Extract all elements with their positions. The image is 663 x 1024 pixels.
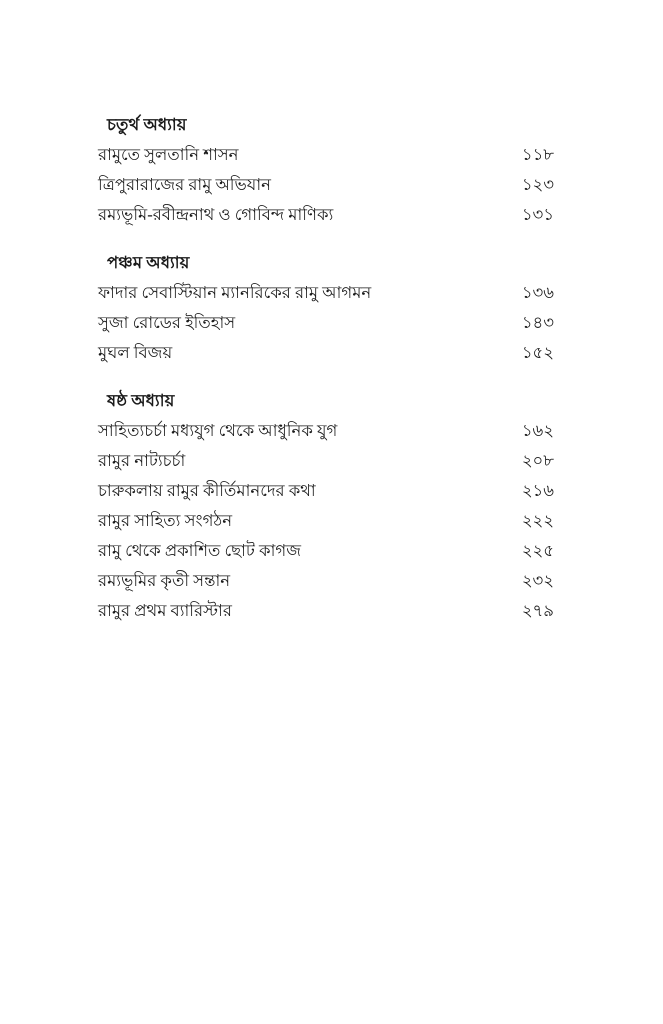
toc-entry-page-number: ১৩৬ — [521, 283, 554, 302]
toc-entry-title: চারুকলায় রামুর কীর্তিমানদের কথা — [98, 481, 316, 500]
toc-entry-title: রম্যভূমির কৃতী সন্তান — [98, 571, 231, 590]
toc-entry-page-number: ২২২ — [521, 511, 554, 530]
toc-entry-page-number: ১২৩ — [521, 175, 554, 194]
toc-entry[interactable] — [98, 446, 554, 476]
section-heading: পঞ্চম অধ্যায় — [107, 253, 190, 272]
toc-entry-title: সাহিত্যচর্চা মধ্যযুগ থেকে আধুনিক যুগ — [98, 421, 338, 440]
toc-entry-title: সুজা রোডের ইতিহাস — [98, 313, 236, 332]
toc-entry-page-number: ২১৬ — [521, 481, 554, 500]
toc-section — [98, 248, 554, 368]
toc-entry-list — [98, 278, 554, 368]
toc-entry-page-number: ১৬২ — [521, 421, 554, 440]
section-heading: ষষ্ঠ অধ্যায় — [107, 391, 175, 410]
toc-entry[interactable] — [98, 140, 554, 170]
toc-entry-page-number: ২২৫ — [521, 541, 554, 560]
toc-entry-title: রামুর সাহিত্য সংগঠন — [98, 511, 233, 530]
toc-entry[interactable] — [98, 170, 554, 200]
toc-entry-list — [98, 140, 554, 230]
table-of-contents — [98, 110, 554, 626]
toc-entry-title: মুঘল বিজয় — [98, 343, 173, 362]
toc-entry[interactable] — [98, 278, 554, 308]
toc-entry-page-number: ১৫২ — [521, 343, 554, 362]
toc-entry-page-number: ২৭৯ — [521, 601, 554, 620]
toc-entry-title: রামু থেকে প্রকাশিত ছোট কাগজ — [98, 541, 301, 560]
toc-entry-page-number: ২০৮ — [521, 451, 554, 470]
toc-entry-page-number: ১১৮ — [521, 145, 554, 164]
toc-entry[interactable] — [98, 308, 554, 338]
toc-entry[interactable] — [98, 566, 554, 596]
toc-entry[interactable] — [98, 338, 554, 368]
toc-entry[interactable] — [98, 536, 554, 566]
toc-entry[interactable] — [98, 200, 554, 230]
toc-entry-title: রম্যভূমি-রবীন্দ্রনাথ ও গোবিন্দ মাণিক্য — [98, 205, 334, 224]
toc-entry-page-number: ১৪৩ — [521, 313, 554, 332]
toc-entry-title: রামুর নাট্যচর্চা — [98, 451, 186, 470]
toc-entry[interactable] — [98, 476, 554, 506]
toc-entry-page-number: ২৩২ — [521, 571, 554, 590]
toc-entry-title: ত্রিপুরারাজের রামু অভিযান — [98, 175, 271, 194]
toc-entry[interactable] — [98, 506, 554, 536]
toc-entry-title: রামুতে সুলতানি শাসন — [98, 145, 239, 164]
toc-entry-title: ফাদার সেবাস্টিয়ান ম্যানরিকের রামু আগমন — [98, 283, 372, 302]
toc-entry[interactable] — [98, 596, 554, 626]
toc-entry[interactable] — [98, 416, 554, 446]
toc-entry-page-number: ১৩১ — [521, 205, 554, 224]
toc-entry-title: রামুর প্রথম ব্যারিস্টার — [98, 601, 232, 620]
section-heading: চতুর্থ অধ্যায় — [107, 115, 187, 134]
toc-entry-list — [98, 416, 554, 626]
toc-section — [98, 110, 554, 230]
toc-section — [98, 386, 554, 626]
